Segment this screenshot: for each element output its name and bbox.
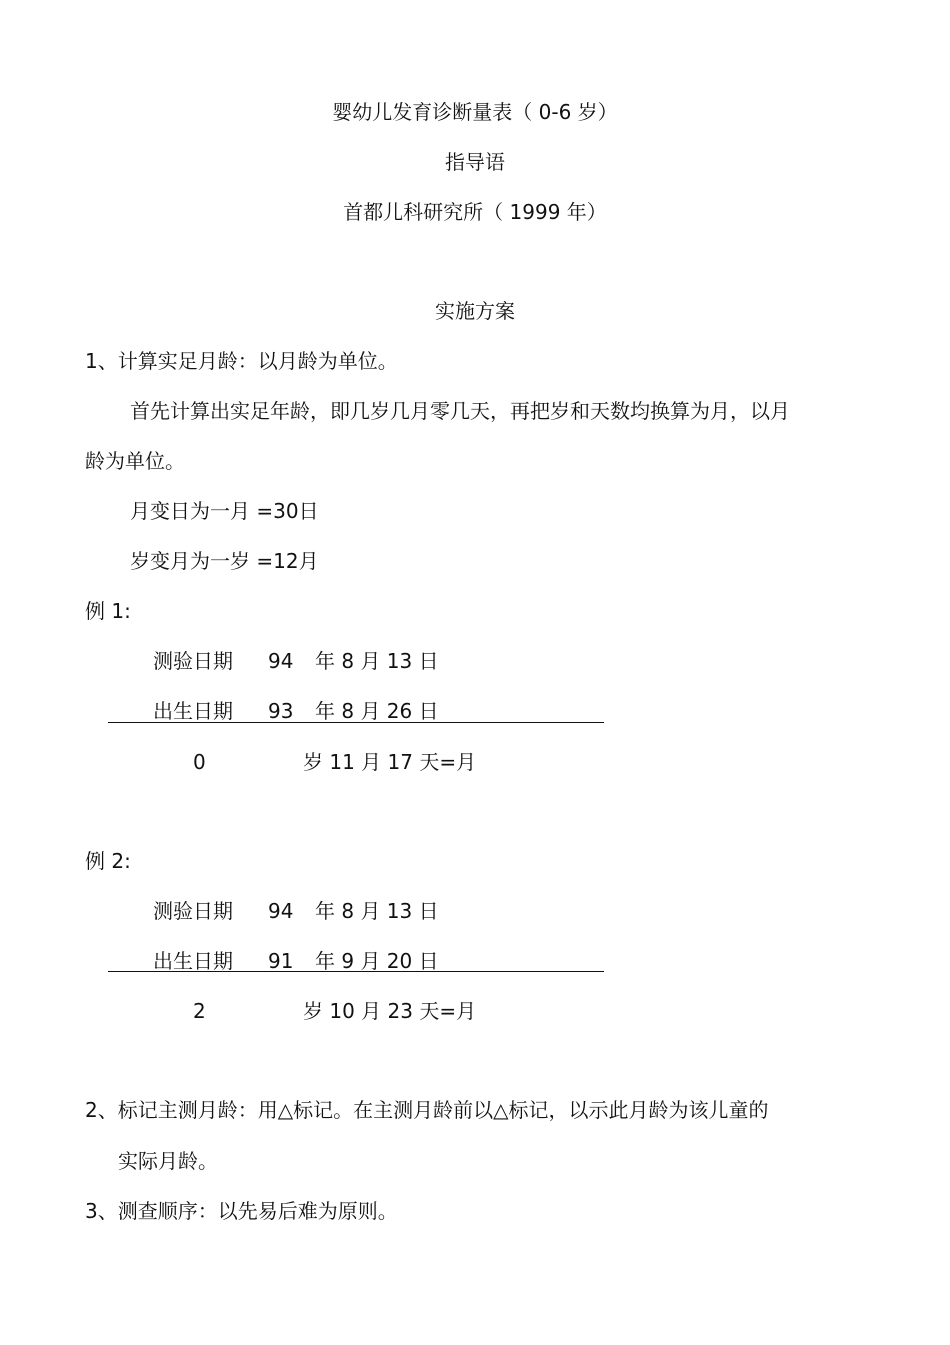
result-years: 2: [193, 999, 206, 1023]
subtraction-rule: [108, 722, 604, 723]
item1-paragraph-line1: 首先计算出实足年龄，即几岁几月零几天，再把岁和天数均换算为月，以月: [130, 399, 790, 423]
result-rest: 岁 10 月 23 天=月: [303, 999, 477, 1023]
document-title: 婴幼儿发育诊断量表（ 0-6 岁）: [332, 100, 618, 124]
birth-date-rest: 年 9 月 20 日: [315, 949, 439, 973]
example-label: 例 2:: [85, 849, 131, 873]
birth-date-year: 93: [268, 699, 294, 723]
test-date-label: 测验日期: [153, 899, 233, 923]
item1-heading: 1、计算实足月龄：以月龄为单位。: [85, 349, 398, 373]
rule-month-conversion: 月变日为一月 =30日: [130, 499, 319, 523]
document-institute: 首都儿科研究所（ 1999 年）: [343, 200, 607, 224]
item2-line1: 2、标记主测月龄：用△标记。在主测月龄前以△标记，以示此月龄为该儿童的: [85, 1098, 769, 1122]
subtraction-rule: [108, 971, 604, 972]
test-date-label: 测验日期: [153, 649, 233, 673]
result-years: 0: [193, 750, 206, 774]
birth-date-label: 出生日期: [153, 949, 233, 973]
section-heading: 实施方案: [435, 299, 515, 323]
birth-date-rest: 年 8 月 26 日: [315, 699, 439, 723]
test-date-rest: 年 8 月 13 日: [315, 899, 439, 923]
birth-date-label: 出生日期: [153, 699, 233, 723]
birth-date-year: 91: [268, 949, 294, 973]
item1-paragraph-line2: 龄为单位。: [85, 449, 185, 473]
result-rest: 岁 11 月 17 天=月: [303, 750, 477, 774]
document-subtitle: 指导语: [445, 150, 505, 174]
rule-year-conversion: 岁变月为一岁 =12月: [130, 549, 319, 573]
test-date-year: 94: [268, 649, 294, 673]
item2-line2: 实际月龄。: [118, 1149, 218, 1173]
item3-line1: 3、测查顺序：以先易后难为原则。: [85, 1199, 398, 1223]
test-date-rest: 年 8 月 13 日: [315, 649, 439, 673]
example-label: 例 1:: [85, 599, 131, 623]
test-date-year: 94: [268, 899, 294, 923]
